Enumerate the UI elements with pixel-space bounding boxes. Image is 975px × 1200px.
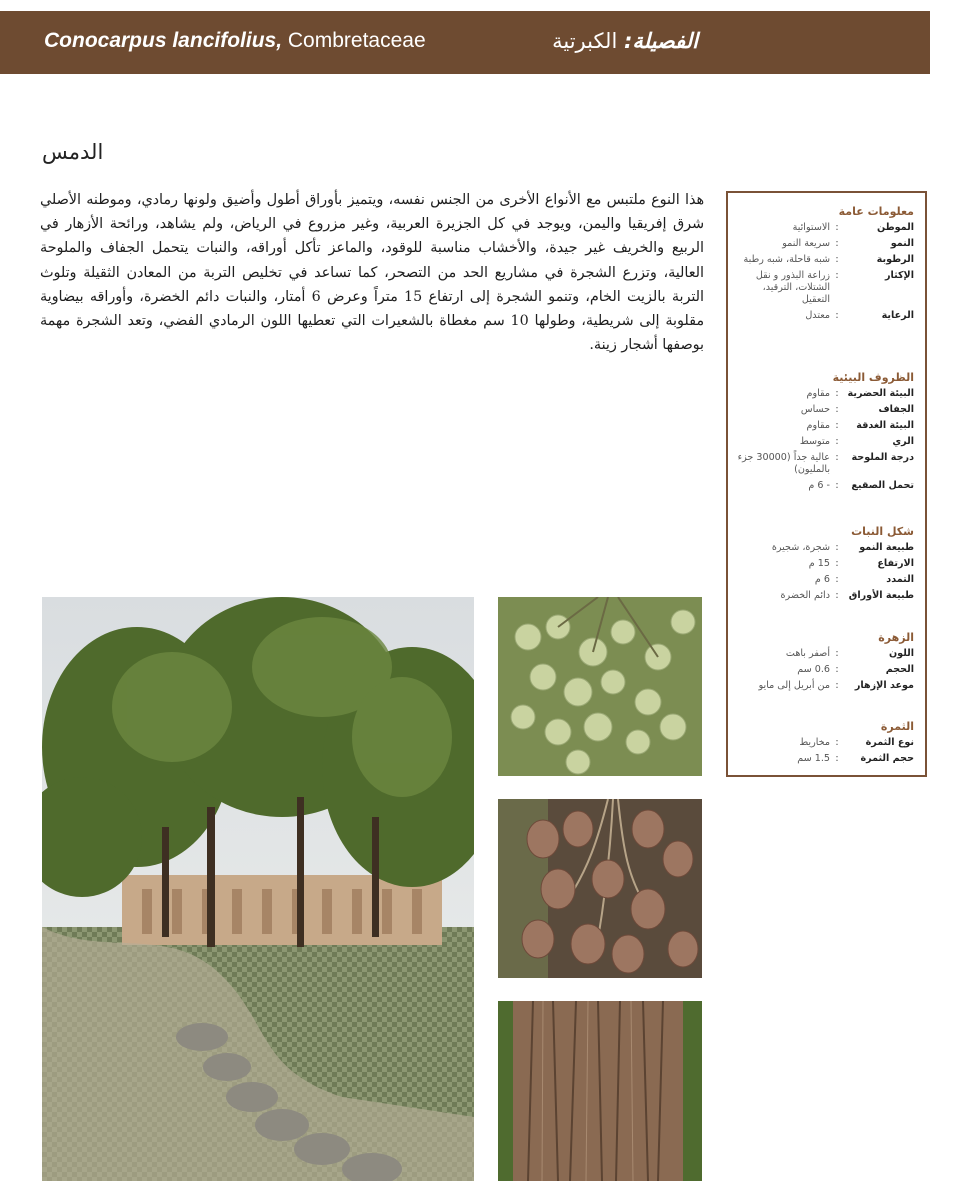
info-value: حساس [800, 404, 830, 415]
bark-photo [498, 1001, 702, 1181]
info-key: الرعاية [881, 310, 914, 321]
info-key: موعد الإزهار [854, 680, 914, 691]
info-value: من أبريل إلى مايو [758, 680, 830, 691]
info-row [734, 436, 914, 448]
separator: : [835, 436, 839, 447]
info-value: متوسط [799, 436, 830, 447]
info-key: الموطن [876, 222, 914, 233]
info-key: الري [892, 436, 914, 447]
info-section-fruit [734, 720, 914, 769]
section-title: شكل النبات [851, 525, 914, 538]
info-key: الجفاف [878, 404, 914, 415]
info-key: الحجم [885, 664, 914, 675]
info-value: دائم الخضرة [780, 590, 830, 601]
fruit-cones-photo [498, 799, 702, 978]
family-label: الفصيلة: الكبرتية [552, 29, 698, 53]
info-value: زراعة البذور و نقل الشتلات، الترقيد، التعقيل [755, 270, 830, 305]
info-row [734, 753, 914, 765]
info-value: 15 م [808, 558, 830, 569]
info-row [734, 542, 914, 554]
separator: : [835, 452, 839, 463]
section-title: الظروف البيئية [832, 371, 914, 384]
info-row [734, 254, 914, 266]
info-value: سريعة النمو [782, 238, 830, 249]
info-key: البيئة الغدقة [856, 420, 914, 431]
info-key: حجم الثمرة [860, 753, 914, 764]
header-banner [0, 11, 930, 74]
info-row [734, 574, 914, 586]
info-value: 0.6 سم [797, 664, 830, 675]
info-key: درجة الملوحة [851, 452, 914, 463]
info-key: طبيعة النمو [859, 542, 914, 553]
info-value: مقاوم [806, 388, 830, 399]
separator: : [835, 404, 839, 415]
separator: : [835, 542, 839, 553]
separator: : [835, 270, 839, 281]
info-row [734, 452, 914, 476]
info-key: طبيعة الأوراق [848, 590, 914, 601]
separator: : [835, 648, 839, 659]
info-row [734, 388, 914, 400]
info-row [734, 680, 914, 692]
flower-heads-photo [498, 597, 702, 776]
info-value: شبه قاحلة، شبه رطبة [743, 254, 830, 265]
info-row [734, 270, 914, 306]
info-key: اللون [888, 648, 914, 659]
info-section-environment [734, 371, 914, 496]
scientific-name: Conocarpus lancifolius, Combretaceae [44, 29, 426, 52]
info-row [734, 558, 914, 570]
separator: : [835, 420, 839, 431]
separator: : [835, 222, 839, 233]
separator: : [835, 480, 839, 491]
separator: : [835, 310, 839, 321]
info-row [734, 222, 914, 234]
info-key: الارتفاع [877, 558, 914, 569]
info-value: عالية جداً (30000 جزء بالمليون) [737, 452, 830, 475]
separator: : [835, 254, 839, 265]
info-value: معتدل [805, 310, 830, 321]
info-row [734, 238, 914, 250]
info-row [734, 590, 914, 602]
info-value: - 6 م [808, 480, 830, 491]
separator: : [835, 737, 839, 748]
info-row [734, 737, 914, 749]
separator: : [835, 574, 839, 585]
separator: : [835, 388, 839, 399]
separator: : [835, 238, 839, 249]
info-value: 6 م [814, 574, 830, 585]
info-key: التمدد [886, 574, 914, 585]
separator: : [835, 590, 839, 601]
info-key: الرطوبة [876, 254, 914, 265]
info-key: تحمل الصقيع [851, 480, 914, 491]
separator: : [835, 664, 839, 675]
separator: : [835, 558, 839, 569]
info-value: شجرة، شجيرة [771, 542, 830, 553]
info-row [734, 404, 914, 416]
separator: : [835, 753, 839, 764]
info-row [734, 480, 914, 492]
info-value: أصفر باهت [785, 648, 830, 659]
info-section-general [734, 205, 914, 326]
species-description: هذا النوع ملتبس مع الأنواع الأخرى من الجنس نفسه، ويتميز بأوراق أطول وأضيق ولونها رمادي، وموطنه الأصلي شرق إفريقيا واليمن، ويوجد في كل الجزيرة العربية، وغير مزروع في الرياض، ولم يشاهد، ورائحة الأزهار في الربيع والخريف غير جيدة، والأخشاب مناسبة للوقود، والماعز تأكل أوراقه، والنبات يتحمل الجفاف والملوحة العالية، وتزرع الشجرة في مشاريع الحد من التصحر، كما تساعد في تخليص التربة من المعادن الثقيلة وتلوث التربة بالزيت الخام، وتنمو الشجرة إلى ارتفاع 15 متراً وعرض 6 أمتار، والنبات دائم الخضرة، وأوراقه بيضاوية مقلوبة إلى شريطية، وطولها 10 سم مغطاة بالشعيرات التي تعطيها اللون الرمادي الفضي، وتعد الشجرة مهمة بوصفها أشجار زينة. [40, 192, 705, 354]
info-row [734, 420, 914, 432]
info-section-form [734, 525, 914, 606]
info-value: مخاريط [799, 737, 830, 748]
page-title: الدمس [42, 140, 104, 164]
tree-courtyard-photo [42, 597, 474, 1181]
info-value: مقاوم [806, 420, 830, 431]
info-row [734, 664, 914, 676]
section-title: الزهرة [878, 631, 914, 644]
info-section-flower [734, 631, 914, 696]
separator: : [835, 680, 839, 691]
info-value: 1.5 سم [797, 753, 830, 764]
info-row [734, 648, 914, 660]
section-title: معلومات عامة [838, 205, 914, 218]
info-value: الاستوائية [792, 222, 830, 233]
section-title: الثمرة [880, 720, 914, 733]
info-key: البيئة الحضرية [847, 388, 914, 399]
info-panel [726, 191, 927, 777]
info-key: نوع الثمرة [865, 737, 914, 748]
info-row [734, 310, 914, 322]
info-key: النمو [890, 238, 914, 249]
info-key: الإكثار [884, 270, 914, 281]
